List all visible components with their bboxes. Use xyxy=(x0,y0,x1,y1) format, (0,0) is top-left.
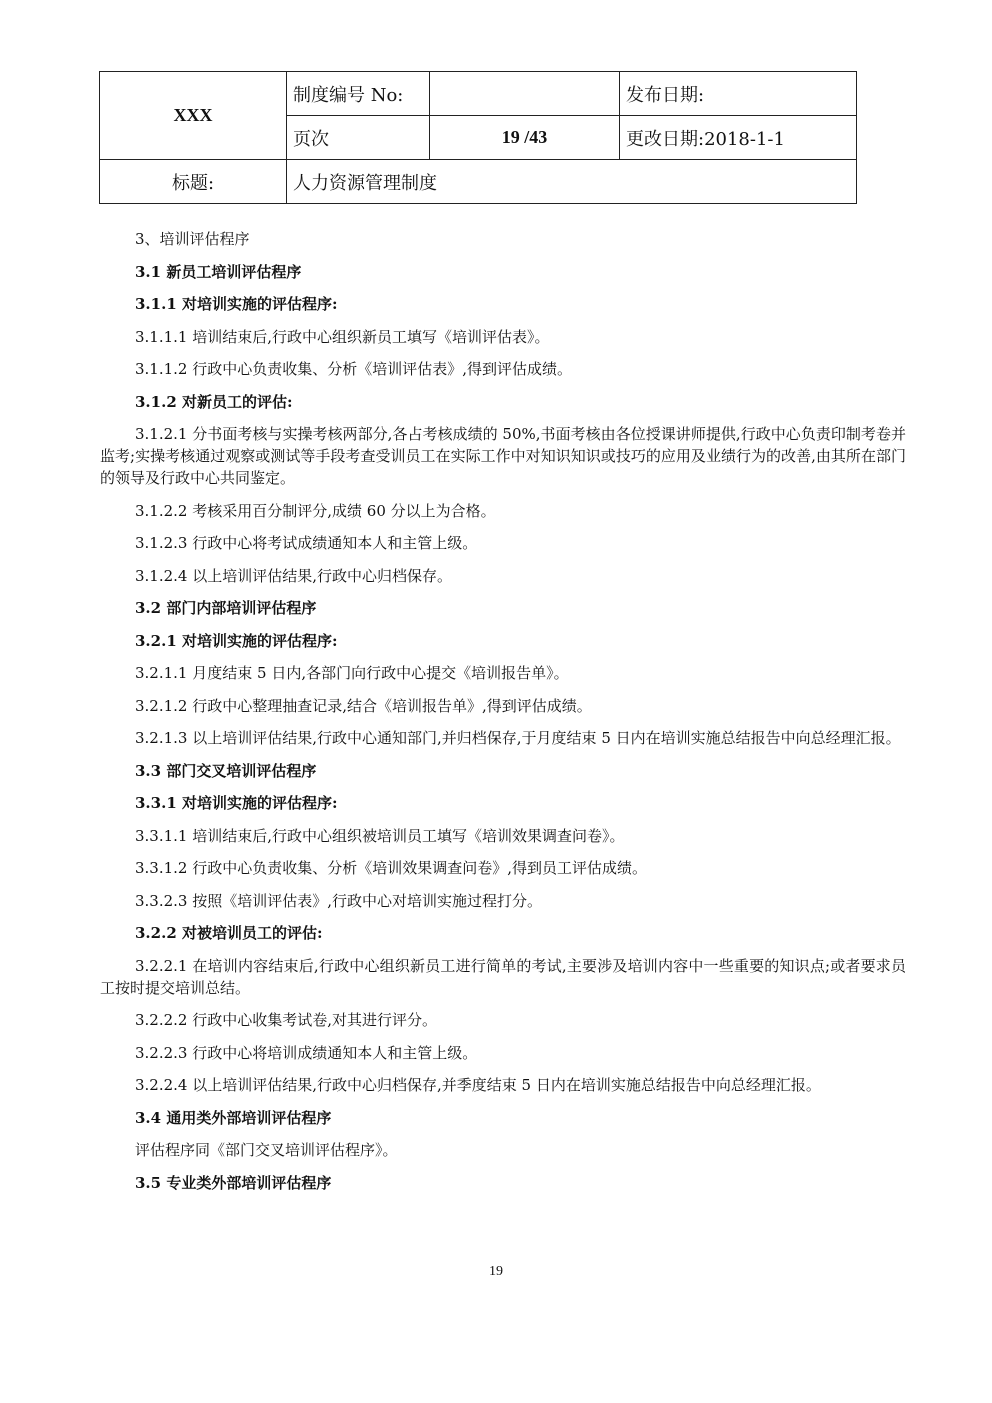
revise-date-label: 更改日期:2018-1-1 xyxy=(620,116,857,160)
body-paragraph: 3.3.1.2 行政中心负责收集、分析《培训效果调查问卷》,得到员工评估成绩。 xyxy=(135,859,648,877)
page-label: 页次 xyxy=(287,116,430,160)
body-paragraph: 3.2.1.3 以上培训评估结果,行政中心通知部门,并归档保存,于月度结束 5 日内在培训实施总结报告中向总经理汇报。 xyxy=(135,729,901,747)
body-paragraph: 3.1.2.3 行政中心将考试成绩通知本人和主管上级。 xyxy=(135,534,478,552)
body-paragraph: 3.3.2.3 按照《培训评估表》,行政中心对培训实施过程打分。 xyxy=(135,891,543,910)
body-paragraph: 3.2.2.2 行政中心收集考试卷,对其进行评分。 xyxy=(135,1011,438,1029)
document-title: 人力资源管理制度 xyxy=(287,160,857,204)
section-heading: 3.1 新员工培训评估程序 xyxy=(135,262,302,281)
section-heading: 3.3.1 对培训实施的评估程序: xyxy=(135,794,338,812)
body-paragraph: 3.2.2.1 在培训内容结束后,行政中心组织新员工进行简单的考试,主要涉及培训内容中一些重要的知识点;或者要求员工按时提交培训总结。 xyxy=(100,956,906,997)
section-heading: 3.2.1 对培训实施的评估程序: xyxy=(135,631,338,650)
section-heading: 3、培训评估程序 xyxy=(135,230,250,248)
section-heading: 3.2 部门内部培训评估程序 xyxy=(135,599,317,617)
company-name: XXX xyxy=(100,72,287,160)
body-paragraph: 3.2.1.2 行政中心整理抽查记录,结合《培训报告单》,得到评估成绩。 xyxy=(135,696,592,715)
body-paragraph: 3.1.2.2 考核采用百分制评分,成绩 60 分以上为合格。 xyxy=(135,501,496,520)
section-heading: 3.1.2 对新员工的评估: xyxy=(135,392,293,411)
body-paragraph: 3.3.1.1 培训结束后,行政中心组织被培训员工填写《培训效果调查问卷》。 xyxy=(135,826,625,845)
section-heading: 3.1.1 对培训实施的评估程序: xyxy=(135,295,338,313)
document-body xyxy=(100,228,906,1204)
body-paragraph: 3.2.2.3 行政中心将培训成绩通知本人和主管上级。 xyxy=(135,1043,478,1062)
body-paragraph: 3.1.2.4 以上培训评估结果,行政中心归档保存。 xyxy=(135,566,453,585)
page-value: 19 /43 xyxy=(430,116,620,160)
document-header-table xyxy=(99,71,857,204)
doc-number-value xyxy=(430,72,620,116)
section-heading: 3.4 通用类外部培训评估程序 xyxy=(135,1108,332,1127)
section-heading: 3.2.2 对被培训员工的评估: xyxy=(135,924,323,942)
section-heading: 3.5 专业类外部培训评估程序 xyxy=(135,1173,332,1192)
body-paragraph: 3.1.1.2 行政中心负责收集、分析《培训评估表》,得到评估成绩。 xyxy=(135,360,573,378)
body-paragraph: 评估程序同《部门交叉培训评估程序》。 xyxy=(135,1141,398,1159)
title-label: 标题: xyxy=(100,160,287,204)
body-paragraph: 3.1.1.1 培训结束后,行政中心组织新员工填写《培训评估表》。 xyxy=(135,327,550,346)
publish-date-label: 发布日期: xyxy=(620,72,857,116)
body-paragraph: 3.1.2.1 分书面考核与实操考核两部分,各占考核成绩的 50%,书面考核由各位授课讲师提供,行政中心负责印制考卷并监考;实操考核通过观察或测试等手段考查受训员工在实际工作中对知识知识或技巧的应用及业绩行为的改善,由其所在部门的领导及行政中心共同鉴定。 xyxy=(100,425,906,487)
section-heading: 3.3 部门交叉培训评估程序 xyxy=(135,761,317,780)
page-number: 19 xyxy=(489,1264,503,1279)
body-paragraph: 3.2.1.1 月度结束 5 日内,各部门向行政中心提交《培训报告单》。 xyxy=(135,664,569,682)
doc-number-label: 制度编号 No: xyxy=(287,72,430,116)
body-paragraph: 3.2.2.4 以上培训评估结果,行政中心归档保存,并季度结束 5 日内在培训实施总结报告中向总经理汇报。 xyxy=(135,1076,821,1094)
